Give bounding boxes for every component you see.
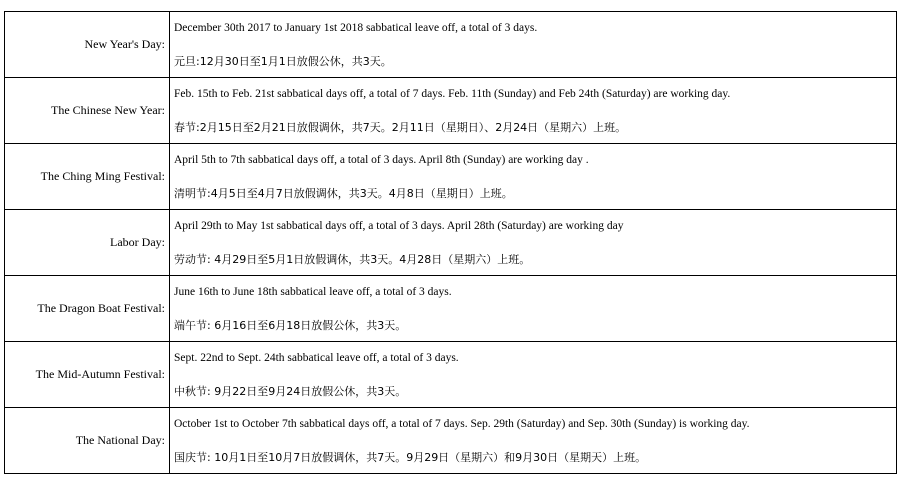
description-chinese: 端午节: 6月16日至6月18日放假公休，共3天。	[174, 318, 407, 332]
table-row	[5, 408, 897, 474]
holiday-name: The Dragon Boat Festival:	[5, 276, 170, 342]
description-chinese: 元旦:12月30日至1月1日放假公休，共3天。	[174, 54, 392, 68]
holiday-description	[170, 342, 897, 408]
description-chinese: 中秋节: 9月22日至9月24日放假公休，共3天。	[174, 384, 407, 398]
description-english: Feb. 15th to Feb. 21st sabbatical days off, a total of 7 days. Feb. 11th (Sunday) and Feb 24th (Saturday) are working day.	[174, 87, 731, 100]
holiday-name: Labor Day:	[5, 210, 170, 276]
table-row	[5, 144, 897, 210]
holiday-description	[170, 144, 897, 210]
description-english: April 29th to May 1st sabbatical days off, a total of 3 days. April 28th (Saturday) are working day	[174, 219, 624, 232]
holiday-schedule-table	[4, 11, 897, 474]
description-english: June 16th to June 18th sabbatical leave off, a total of 3 days.	[174, 285, 452, 298]
holiday-name: The Mid-Autumn Festival:	[5, 342, 170, 408]
table-row	[5, 210, 897, 276]
description-english: Sept. 22nd to Sept. 24th sabbatical leave off, a total of 3 days.	[174, 351, 459, 364]
table-row	[5, 276, 897, 342]
holiday-description	[170, 12, 897, 78]
holiday-name: The National Day:	[5, 408, 170, 474]
description-chinese: 春节:2月15日至2月21日放假调休，共7天。2月11日（星期日）、2月24日（星期六）上班。	[174, 120, 627, 134]
holiday-description	[170, 408, 897, 474]
holiday-description	[170, 210, 897, 276]
holiday-description	[170, 276, 897, 342]
table-row	[5, 78, 897, 144]
table-row	[5, 12, 897, 78]
holiday-name: The Chinese New Year:	[5, 78, 170, 144]
description-chinese: 劳动节: 4月29日至5月1日放假调休，共3天。4月28日（星期六）上班。	[174, 252, 531, 266]
holiday-name: The Ching Ming Festival:	[5, 144, 170, 210]
description-chinese: 清明节:4月5日至4月7日放假调休，共3天。4月8日（星期日）上班。	[174, 186, 513, 200]
description-english: October 1st to October 7th sabbatical days off, a total of 7 days. Sep. 29th (Saturday) and Sep. 30th (Sunday) is working day.	[174, 417, 750, 430]
holiday-name: New Year's Day:	[5, 12, 170, 78]
holiday-description	[170, 78, 897, 144]
table-row	[5, 342, 897, 408]
description-chinese: 国庆节: 10月1日至10月7日放假调休，共7天。9月29日（星期六）和9月30日（星期天）上班。	[174, 450, 647, 464]
description-english: December 30th 2017 to January 1st 2018 sabbatical leave off, a total of 3 days.	[174, 21, 538, 34]
description-english: April 5th to 7th sabbatical days off, a total of 3 days. April 8th (Sunday) are working day .	[174, 153, 589, 166]
